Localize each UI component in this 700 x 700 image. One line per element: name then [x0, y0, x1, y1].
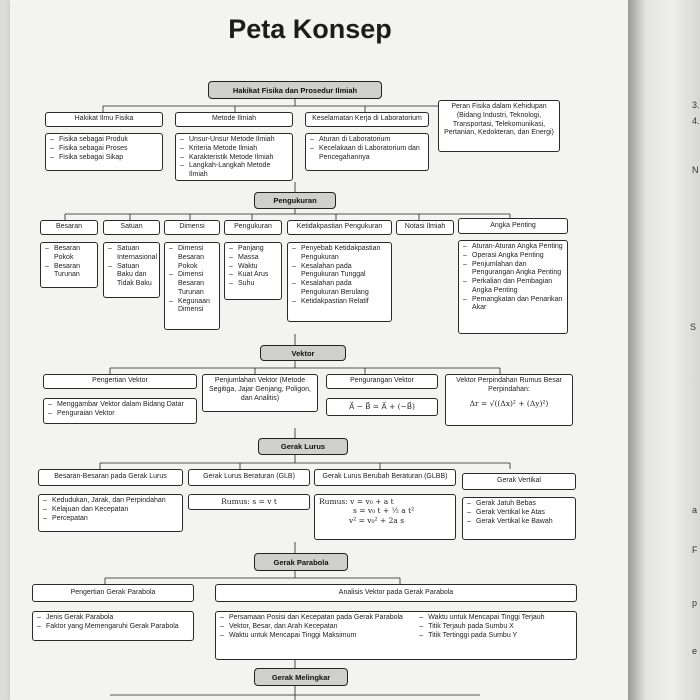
list-item: – Waktu	[229, 263, 278, 272]
dimensi-list	[164, 242, 220, 330]
list-item: – Kegunaan Dimensi	[169, 298, 216, 316]
gerak-melingkar-header: Gerak Melingkar	[254, 668, 348, 686]
list-item: – Kesalahan pada Pengukuran Tunggal	[292, 263, 388, 281]
hakikat-ilmu-fisika-list	[45, 133, 163, 171]
glbb-label: Gerak Lurus Berubah Beraturan (GLBB)	[314, 469, 456, 486]
list-item: – Gerak Vertikal ke Atas	[467, 509, 572, 518]
pengertian-vektor-list	[43, 398, 197, 424]
list-item: – Aturan-Aturan Angka Penting	[463, 243, 564, 252]
list-item: – Faktor yang Memengaruhi Gerak Parabola	[37, 623, 190, 632]
gerak-parabola-header: Gerak Parabola	[254, 553, 348, 571]
list-item: – Jenis Gerak Parabola	[37, 614, 190, 623]
list-item: – Operasi Angka Penting	[463, 252, 564, 261]
margin-text: a	[692, 505, 698, 515]
glbb-formula-velocity-squared: v² = v₀² + 2a s	[349, 515, 405, 525]
notasi-ilmiah-label: Notasi Ilmiah	[396, 220, 454, 235]
vektor-perpindahan-formula: Δr = √((Δx)² + (Δy)²)	[469, 398, 549, 408]
peran-fisika-box: Peran Fisika dalam Kehidupan (Bidang Industri, Teknologi, Transportasi, Telekomunikasi, Pertanian, Kedokteran, dan Energi)	[438, 100, 560, 152]
list-item: – Fisika sebagai Proses	[50, 145, 159, 154]
angka-penting-label: Angka Penting	[458, 218, 568, 234]
penjumlahan-vektor-box: Penjumlahan Vektor (Metode Segitiga, Jajar Genjang, Poligon, dan Analitis)	[202, 374, 318, 412]
margin-text: e	[692, 646, 698, 656]
list-item: – Kelajuan dan Kecepatan	[43, 506, 179, 515]
list-item: – Kriteria Metode Ilmiah	[180, 145, 289, 154]
list-item: – Titik Terjauh pada Sumbu X	[419, 623, 573, 632]
adjacent-page-edge	[628, 0, 700, 700]
besaran-gerak-lurus-list	[38, 494, 183, 532]
margin-text: F	[692, 545, 698, 555]
gerak-lurus-header: Gerak Lurus	[258, 438, 348, 455]
list-item: – Karakteristik Metode Ilmiah	[180, 154, 289, 163]
list-item: – Vektor, Besar, dan Arah Kecepatan	[220, 623, 412, 632]
list-item: – Penjumlahan dan Pengurangan Angka Penting	[463, 261, 564, 279]
list-item: – Titik Tertinggi pada Sumbu Y	[419, 632, 573, 641]
list-item: – Gerak Jatuh Bebas	[467, 500, 572, 509]
root-concept-box: Hakikat Fisika dan Prosedur Ilmiah	[208, 81, 382, 99]
list-item: – Kecelakaan di Laboratorium dan Pencegahannya	[310, 145, 425, 163]
glbb-formula-box	[314, 494, 456, 540]
list-item: – Pemangkatan dan Penarikan Akar	[463, 296, 564, 314]
vektor-perpindahan-label: Vektor Perpindahan Rumus Besar Perpindahan:	[456, 377, 562, 393]
list-item: – Persamaan Posisi dan Kecepatan pada Gerak Parabola	[220, 614, 412, 623]
satuan-label: Satuan	[103, 220, 160, 235]
glbb-formula-position: s = v₀ t + ½ a t²	[353, 506, 415, 516]
metode-ilmiah-label: Metode Ilmiah	[175, 112, 293, 127]
analisis-vektor-parabola-list	[215, 611, 577, 660]
list-item: – Panjang	[229, 245, 278, 254]
list-item: – Fisika sebagai Produk	[50, 136, 159, 145]
besaran-list	[40, 242, 98, 288]
list-item: – Satuan Baku dan Tidak Baku	[108, 263, 156, 289]
ketidakpastian-list	[287, 242, 392, 322]
list-item: – Besaran Turunan	[45, 263, 94, 281]
list-item: – Waktu untuk Mencapai Tinggi Maksimum	[220, 632, 412, 641]
list-item: – Langkah-Langkah Metode Ilmiah	[180, 162, 289, 180]
margin-text: 3.	[692, 100, 700, 110]
list-item: – Penyebab Ketidakpastian Pengukuran	[292, 245, 388, 263]
glb-label: Gerak Lurus Beraturan (GLB)	[188, 469, 310, 486]
pengurangan-vektor-label: Pengurangan Vektor	[326, 374, 438, 389]
keselamatan-kerja-label: Keselamatan Kerja di Laboratorium	[305, 112, 429, 127]
book-page	[10, 0, 628, 700]
pengukuran-header: Pengukuran	[254, 192, 336, 209]
pengukuran-label: Pengukuran	[224, 220, 282, 235]
page-title: Peta Konsep	[228, 14, 392, 44]
list-item: – Ketidakpastian Relatif	[292, 298, 388, 307]
besaran-label: Besaran	[40, 220, 98, 235]
besaran-gerak-lurus-label: Besaran-Besaran pada Gerak Lurus	[38, 469, 183, 486]
list-item: – Waktu untuk Mencapai Tinggi Terjauh	[419, 614, 573, 623]
satuan-list	[103, 242, 160, 298]
list-item: – Percepatan	[43, 515, 179, 524]
list-item: – Gerak Vertikal ke Bawah	[467, 518, 572, 527]
list-item: – Menggambar Vektor dalam Bidang Datar	[48, 401, 193, 410]
list-item: – Aturan di Laboratorium	[310, 136, 425, 145]
list-item: – Kedudukan, Jarak, dan Perpindahan	[43, 497, 179, 506]
list-item: – Besaran Pokok	[45, 245, 94, 263]
list-item: – Fisika sebagai Sikap	[50, 154, 159, 163]
keselamatan-kerja-list	[305, 133, 429, 171]
hakikat-ilmu-fisika-label: Hakikat Ilmu Fisika	[45, 112, 163, 127]
margin-text: S	[690, 322, 697, 332]
vektor-header: Vektor	[260, 345, 346, 361]
gerak-vertikal-list	[462, 497, 576, 540]
list-item: – Perkalian dan Pembagian Angka Penting	[463, 278, 564, 296]
list-item: – Kesalahan pada Pengukuran Berulang	[292, 280, 388, 298]
pengurangan-vektor-formula: A⃗ − B⃗ = A⃗ + (−B⃗)	[326, 398, 438, 416]
list-item: – Unsur-Unsur Metode Ilmiah	[180, 136, 289, 145]
list-item: – Suhu	[229, 280, 278, 289]
margin-text: p	[692, 598, 698, 608]
list-item: – Penguraian Vektor	[48, 410, 193, 419]
pengertian-gerak-parabola-list	[32, 611, 194, 641]
margin-text: N	[692, 165, 699, 175]
pengertian-gerak-parabola-label: Pengertian Gerak Parabola	[32, 584, 194, 602]
margin-text: 4.	[692, 116, 700, 126]
glb-formula: Rumus: s = v t	[188, 494, 310, 510]
list-item: – Satuan Internasional	[108, 245, 156, 263]
angka-penting-list	[458, 240, 568, 334]
list-item: – Massa	[229, 254, 278, 263]
gerak-vertikal-label: Gerak Vertikal	[462, 473, 576, 490]
pengertian-vektor-label: Pengertian Vektor	[43, 374, 197, 389]
metode-ilmiah-list	[175, 133, 293, 181]
pengukuran-list	[224, 242, 282, 300]
ketidakpastian-label: Ketidakpastian Pengukuran	[287, 220, 392, 235]
glbb-formula-velocity: Rumus: v = v₀ + a t	[319, 497, 394, 506]
vektor-perpindahan-box	[445, 374, 573, 426]
list-item: – Dimensi Besaran Pokok	[169, 245, 216, 271]
list-item: – Kuat Arus	[229, 271, 278, 280]
list-item: – Dimensi Besaran Turunan	[169, 271, 216, 297]
analisis-vektor-parabola-label: Analisis Vektor pada Gerak Parabola	[215, 584, 577, 602]
dimensi-label: Dimensi	[164, 220, 220, 235]
